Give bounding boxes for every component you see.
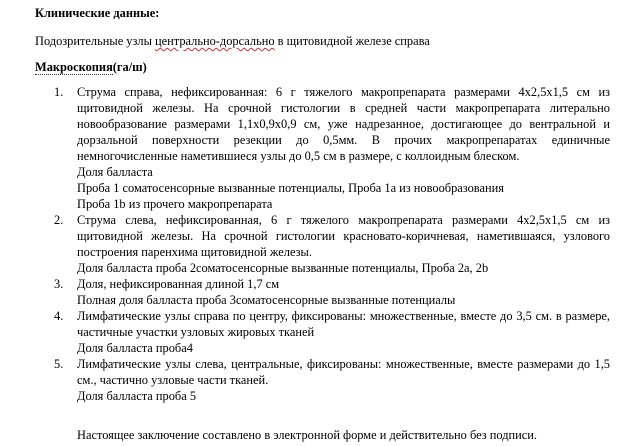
list-item bbox=[40, 84, 610, 212]
list-item bbox=[40, 212, 610, 276]
list-item-note: Проба 1b из прочего макропрепарата bbox=[77, 197, 273, 211]
list-item-description: Струма слева, нефиксированная, 6 г тяжелого макропрепарата размерами 4х2,5х1,5 см из щитовидной железы. На срочной гистологии красновато-коричневая, наметившаяся, узлового построения паренхима щитовидной железы. bbox=[77, 213, 610, 259]
list-item-note: Доля балласта проба 2соматосенсорные вызванные потенциалы, Проба 2а, 2b bbox=[77, 261, 489, 275]
list-item-number: 3. bbox=[54, 277, 64, 291]
list-item bbox=[40, 308, 610, 356]
list-item-description: Лимфатические узлы справа по центру, фиксированы: множественные, вместе до 3,5 см. в размере, частичные участки узловых жировых тканей bbox=[77, 309, 610, 339]
clinical-text-after: в щитовидной железе справа bbox=[274, 34, 430, 48]
list-item-note: Доля балласта проба4 bbox=[77, 341, 193, 355]
clinical-text-before: Подозрительные узлы bbox=[35, 34, 156, 48]
list-item-description: Струма справа, нефиксированная: 6 г тяжелого макропрепарата размерами 4х2,5х1,5 см из щитовидной железы. На срочной гистологии в средней части макропрепарата литерально новообразование размерами 1,1х0,9х0,9 см, уже надрезанное, достигающее до вентральной и дорзальной поверхности резекции до 0,5мм. В прочих макропрепаратах единичные немногочисленные наметившиеся узлы до 0,5 см в размере, с коллоидным блеском. bbox=[77, 85, 610, 163]
clinical-data-text bbox=[35, 33, 430, 49]
list-item bbox=[40, 356, 610, 404]
list-item-note: Полная доля балласта проба 3соматосенсорные вызванные потенциалы bbox=[77, 293, 456, 307]
clinical-text-underlined: центрально-дорсально bbox=[155, 34, 275, 48]
list-item-note: Проба 1 соматосенсорные вызванные потенциалы, Проба 1а из новообразования bbox=[77, 181, 504, 195]
list-item-number: 2. bbox=[54, 213, 64, 227]
macroscopy-heading-suffix: (га/ш) bbox=[112, 60, 147, 74]
clinical-data-heading: Клинические данные: bbox=[35, 6, 160, 20]
list-item bbox=[40, 276, 610, 308]
list-item-description: Доля, нефиксированная длиной 1,7 см bbox=[77, 277, 280, 291]
footer-note: Настоящее заключение составлено в электронной форме и действительно без подписи. bbox=[77, 428, 538, 442]
list-item-number: 1. bbox=[54, 85, 64, 99]
list-item-number: 5. bbox=[54, 357, 64, 371]
list-item-note: Доля балласта проба 5 bbox=[77, 389, 197, 403]
list-item-number: 4. bbox=[54, 309, 64, 323]
macroscopy-list bbox=[40, 84, 610, 404]
macroscopy-heading bbox=[35, 59, 147, 75]
macroscopy-heading-main: Макроскопия bbox=[35, 60, 113, 74]
list-item-note: Доля балласта bbox=[77, 165, 153, 179]
list-item-description: Лимфатические узлы слева, центральные, фиксированы: множественные, вместе размерами до 1,5 см., частично узловые части тканей. bbox=[77, 357, 610, 387]
